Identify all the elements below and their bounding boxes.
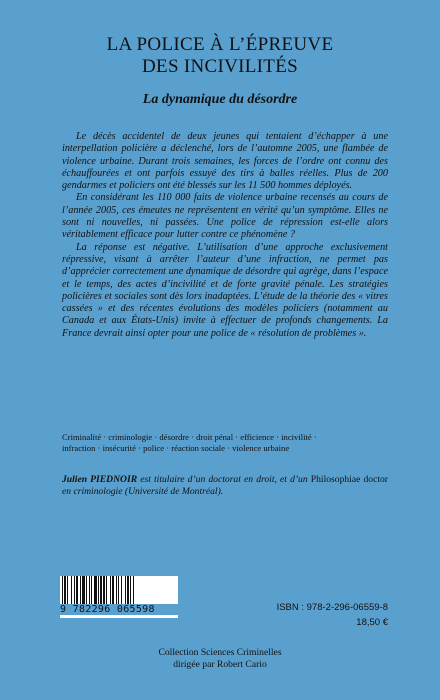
barcode-bar [67,576,68,604]
author-bio-part-1: est titulaire d’un doctorat en droit, et d’un [137,474,311,485]
author-name: Julien PIEDNOIR [62,474,138,485]
barcode-bar [112,576,114,604]
barcode-bar [80,576,81,604]
barcode-bar [98,576,99,604]
barcode-bar [110,576,111,604]
barcode-bar [116,576,117,604]
barcode-bar [121,576,122,604]
barcode-bar [118,576,119,604]
collection-name: Collection Sciences Criminelles [158,647,282,658]
isbn: ISBN : 978-2-296-06559-8 [276,602,388,613]
barcode-bar [82,576,85,604]
barcode-bar [74,576,75,604]
author-bio-part-2: Philosophiae doctor [310,474,388,485]
barcode-bar [127,576,129,604]
keywords [62,432,388,454]
barcode-bar [133,576,134,604]
title-line-2: DES INCIVILITÉS [142,56,298,77]
book-title [0,34,440,78]
barcode-bar [106,576,107,604]
book-subtitle: La dynamique du désordre [142,92,298,107]
blurb [62,131,388,340]
barcode-bar [86,576,87,604]
barcode-bar [91,576,92,604]
barcode-bar [130,576,131,604]
price: 18,50 € [356,617,388,628]
author-bio-part-3: en criminologie (Université de Montréal). [62,485,224,497]
blurb-paragraph-2: En considérant les 110 000 faits de violence urbaine recensés au cours de l’année 2005, ces émeutes ne représentent en vérité qu’un symptôme. Elles ne sont ni nouvelles, ni passées. Une police de répression est-elle alors véritablement efficace pour lutter contre ce phénomène ? [62,192,388,241]
barcode-bar [62,576,63,604]
blurb-paragraph-1: Le décès accidentel de deux jeunes qui tentaient d’échapper à une interpellation policière a déclenché, lors de l’automne 2005, une flambée de violence urbaine. Durant trois semaines, les forces de l’ordre ont connu des échauffourées et ont parfois essuyé des tirs à balles réelles. Plus de 200 gendarmes et policiers ont été blessés sur les 11 500 hommes déployés. [62,131,388,192]
barcode-digits: 9 782296 065598 [60,604,178,615]
barcode-bar [76,576,78,604]
keywords-line-1: Criminalité · criminologie · désordre · droit pénal · efficience · incivilité · [62,432,317,442]
barcode-bar [71,576,72,604]
barcode-bar [100,576,102,604]
collection-info [0,647,440,670]
blurb-paragraph-3: La réponse est négative. L’utilisation d’une approche exclusivement répressive, visant à arrêter l’auteur d’une infraction, ne permet pas d’apprécier correctement une dynamique de désordre qui agrège, dans l’espace et le temps, des actes d’incivilité et de forte gravité pénale. Les stratégies policières et sociales sont dès lors inadaptées. L’étude de la théorie des « vitres cassées » et des récentes évolutions des modèles policiers (notamment au Canada et aux États-Unis) invite à effectuer de profonds changements. La France devrait ainsi opter pour une police de « résolution de problèmes ». [62,241,388,339]
keywords-line-2: infraction · insécurité · police · réaction sociale · violence urbaine [62,443,290,453]
barcode-bar [89,576,90,604]
barcode-bar [94,576,97,604]
barcode-bar [103,576,105,604]
barcode-bar [64,576,66,604]
barcode-bars [60,576,178,604]
title-line-1: LA POLICE À L’ÉPREUVE [106,34,334,55]
author-bio [62,474,388,497]
barcode-bar [125,576,126,604]
collection-director: dirigée par Robert Cario [173,658,267,670]
